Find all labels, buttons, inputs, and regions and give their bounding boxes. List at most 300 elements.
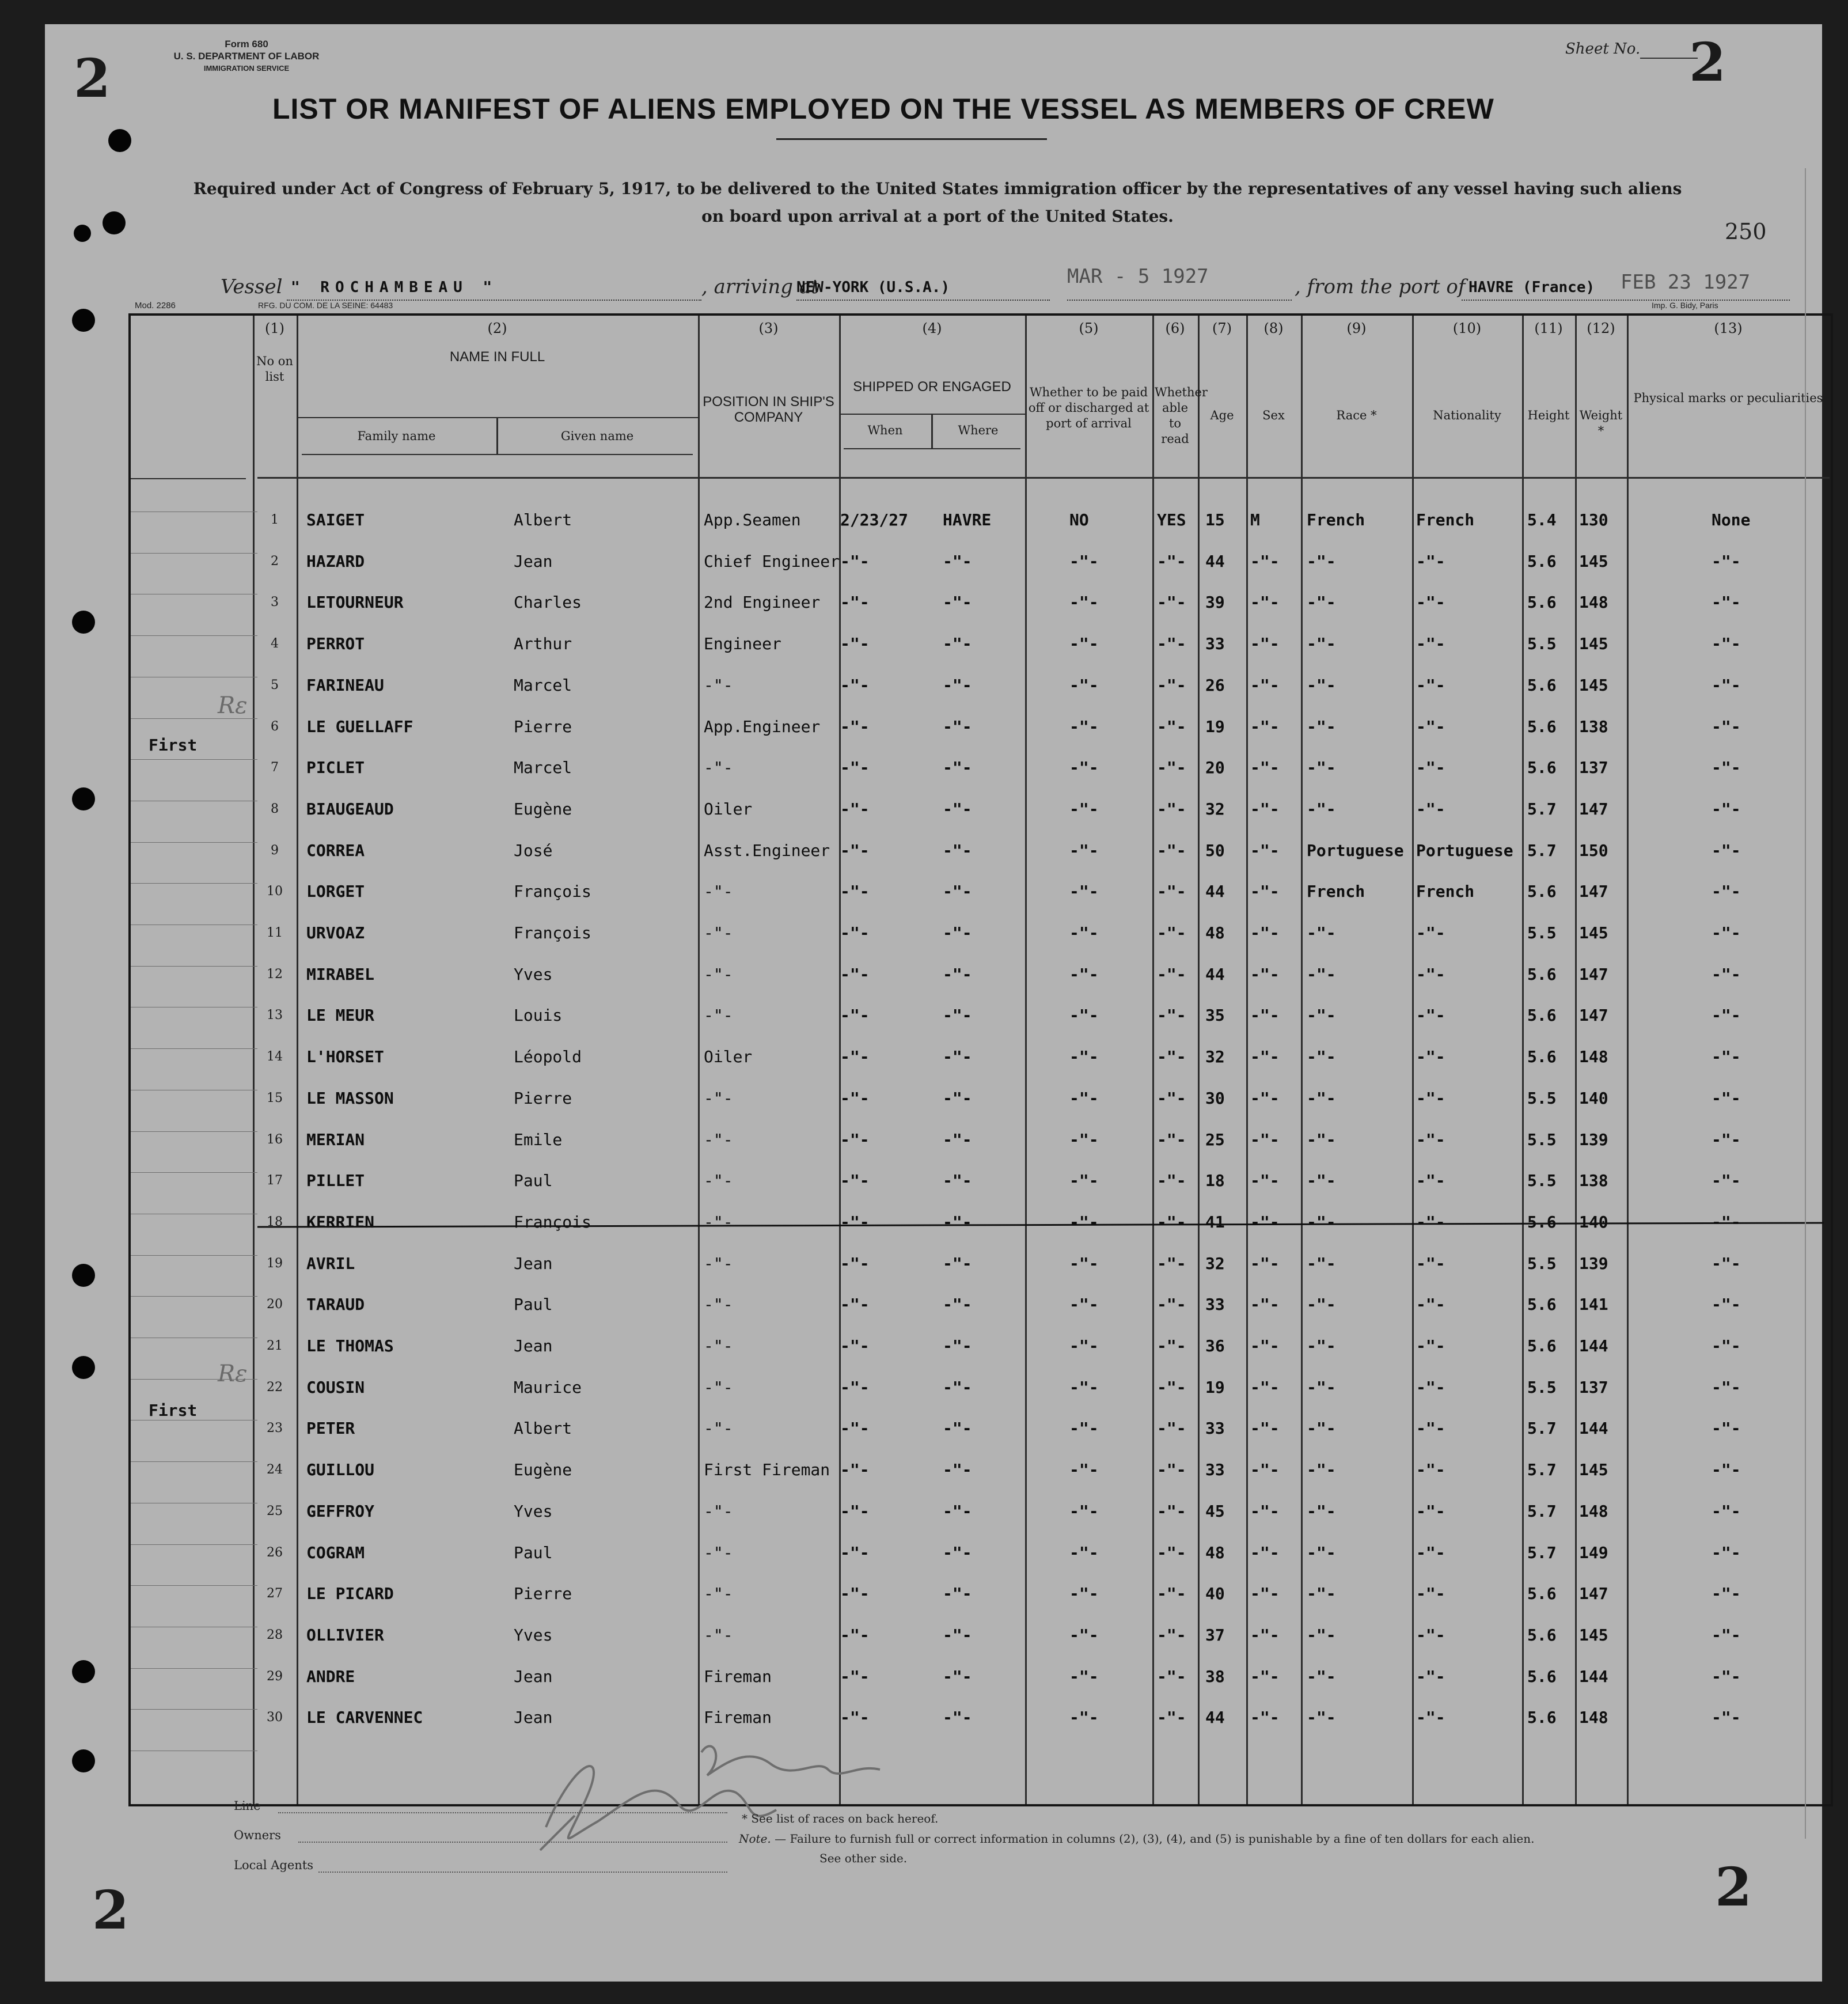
cell-age: 37 bbox=[1205, 1625, 1225, 1645]
cell-paid: -"- bbox=[1069, 1460, 1099, 1480]
cell-where: HAVRE bbox=[943, 510, 992, 529]
row-number: 6 bbox=[271, 719, 279, 734]
cell-weight: 141 bbox=[1579, 1295, 1608, 1314]
cell-height: 5.6 bbox=[1527, 1625, 1557, 1645]
column-subheader: Family name bbox=[357, 429, 436, 443]
cell-race: -"- bbox=[1307, 1419, 1336, 1438]
cell-weight: 139 bbox=[1579, 1253, 1608, 1273]
cell-family: AVRIL bbox=[306, 1253, 355, 1273]
departure-date-stamp: FEB 23 1927 bbox=[1621, 271, 1751, 294]
cell-sex: -"- bbox=[1250, 1171, 1280, 1191]
cell-given: Paul bbox=[514, 1171, 553, 1191]
cell-marks: -"- bbox=[1712, 593, 1741, 612]
arrival-port: NEW-YORK (U.S.A.) bbox=[796, 279, 950, 296]
cell-nationality: -"- bbox=[1416, 1336, 1445, 1355]
cell-family: LE PICARD bbox=[306, 1584, 394, 1604]
binder-hole bbox=[74, 225, 91, 242]
cell-when: -"- bbox=[840, 882, 870, 901]
cell-weight: 144 bbox=[1579, 1666, 1608, 1686]
cell-position: First Fireman bbox=[704, 1460, 830, 1480]
cell-family: HAZARD bbox=[306, 551, 365, 571]
cell-weight: 130 bbox=[1579, 510, 1608, 529]
margin-first-label: First bbox=[149, 1401, 198, 1420]
manifest-table bbox=[128, 313, 1833, 1806]
cell-paid: -"- bbox=[1069, 1088, 1099, 1108]
from-port-label: , from the port of bbox=[1295, 275, 1466, 298]
line-field bbox=[278, 1812, 727, 1813]
row-number: 13 bbox=[267, 1008, 283, 1023]
cell-given: François bbox=[514, 882, 591, 901]
cell-weight: 147 bbox=[1579, 964, 1608, 984]
cell-paid: -"- bbox=[1069, 1543, 1099, 1562]
table-row bbox=[131, 1089, 1831, 1123]
cell-marks: -"- bbox=[1712, 1295, 1741, 1314]
cell-where: -"- bbox=[943, 1295, 972, 1314]
cell-position: -"- bbox=[704, 1584, 733, 1604]
cell-where: -"- bbox=[943, 1708, 972, 1728]
cell-family: COGRAM bbox=[306, 1543, 365, 1562]
cell-nationality: -"- bbox=[1416, 1543, 1445, 1562]
cell-paid: -"- bbox=[1069, 923, 1099, 942]
cell-age: 48 bbox=[1205, 1543, 1225, 1562]
cell-race: French bbox=[1307, 882, 1365, 901]
row-number: 1 bbox=[271, 513, 279, 527]
binder-hole bbox=[72, 1264, 95, 1287]
cell-where: -"- bbox=[943, 1625, 972, 1645]
cell-read: -"- bbox=[1157, 1295, 1186, 1314]
cell-where: -"- bbox=[943, 758, 972, 778]
form-header bbox=[154, 38, 339, 74]
binder-hole bbox=[72, 1749, 95, 1772]
column-header: Whether able to read bbox=[1155, 385, 1208, 446]
cell-race: -"- bbox=[1307, 1460, 1336, 1480]
table-row bbox=[131, 841, 1831, 876]
cell-age: 33 bbox=[1205, 1419, 1225, 1438]
cell-race: -"- bbox=[1307, 964, 1336, 984]
binder-hole bbox=[72, 611, 95, 634]
cell-weight: 139 bbox=[1579, 1130, 1608, 1149]
cell-weight: 148 bbox=[1579, 1047, 1608, 1067]
cell-marks: -"- bbox=[1712, 1543, 1741, 1562]
table-row bbox=[131, 1667, 1831, 1702]
cell-read: -"- bbox=[1157, 593, 1186, 612]
cell-where: -"- bbox=[943, 964, 972, 984]
cell-weight: 145 bbox=[1579, 634, 1608, 654]
cell-race: -"- bbox=[1307, 551, 1336, 571]
row-number: 14 bbox=[267, 1050, 283, 1064]
column-header: NAME IN FULL bbox=[449, 349, 545, 365]
cell-given: Albert bbox=[514, 510, 572, 529]
cell-given: Yves bbox=[514, 1625, 553, 1645]
title-underline bbox=[776, 138, 1047, 140]
cell-when: -"- bbox=[840, 1419, 870, 1438]
row-number: 24 bbox=[267, 1463, 283, 1478]
cell-race: French bbox=[1307, 510, 1365, 529]
binder-hole bbox=[108, 129, 131, 152]
cell-when: -"- bbox=[840, 634, 870, 654]
cell-age: 33 bbox=[1205, 1295, 1225, 1314]
margin-initial: Rɛ bbox=[218, 1361, 248, 1387]
row-number: 25 bbox=[267, 1503, 283, 1518]
row-number: 5 bbox=[271, 677, 279, 692]
column-number: (7) bbox=[1212, 320, 1232, 336]
cell-given: Eugène bbox=[514, 799, 572, 819]
cell-race: -"- bbox=[1307, 1047, 1336, 1067]
cell-position: -"- bbox=[704, 882, 733, 901]
shipped-header-underline bbox=[844, 448, 1020, 449]
cell-paid: -"- bbox=[1069, 1377, 1099, 1397]
cell-height: 5.4 bbox=[1527, 510, 1557, 529]
cell-given: Jean bbox=[514, 1666, 553, 1686]
cell-weight: 150 bbox=[1579, 840, 1608, 860]
arrival-line bbox=[796, 300, 1050, 301]
cell-family: LE THOMAS bbox=[306, 1336, 394, 1355]
cell-paid: -"- bbox=[1069, 799, 1099, 819]
cell-weight: 145 bbox=[1579, 923, 1608, 942]
cell-where: -"- bbox=[943, 593, 972, 612]
cell-nationality: -"- bbox=[1416, 717, 1445, 736]
cell-given: Maurice bbox=[514, 1377, 582, 1397]
cell-when: -"- bbox=[840, 1336, 870, 1355]
vessel-name: " ROCHAMBEAU " bbox=[291, 279, 498, 296]
row-number: 12 bbox=[267, 967, 283, 982]
cell-where: -"- bbox=[943, 1171, 972, 1191]
cell-where: -"- bbox=[943, 1047, 972, 1067]
cell-sex: -"- bbox=[1250, 1212, 1280, 1232]
column-number: (3) bbox=[758, 320, 779, 336]
cell-when: -"- bbox=[840, 1666, 870, 1686]
cell-when: 2/23/27 bbox=[840, 510, 909, 529]
cell-age: 50 bbox=[1205, 840, 1225, 860]
cell-nationality: -"- bbox=[1416, 799, 1445, 819]
cell-race: -"- bbox=[1307, 1666, 1336, 1686]
cell-weight: 149 bbox=[1579, 1543, 1608, 1562]
column-header: POSITION IN SHIP'S COMPANY bbox=[703, 394, 834, 425]
table-row bbox=[131, 1460, 1831, 1495]
vessel-label: Vessel bbox=[221, 275, 283, 298]
table-row bbox=[131, 1006, 1831, 1040]
cell-marks: -"- bbox=[1712, 1377, 1741, 1397]
cell-family: FARINEAU bbox=[306, 675, 384, 695]
cell-nationality: -"- bbox=[1416, 1419, 1445, 1438]
cell-nationality: French bbox=[1416, 510, 1475, 529]
cell-weight: 147 bbox=[1579, 1584, 1608, 1604]
cell-age: 35 bbox=[1205, 1006, 1225, 1025]
cell-nationality: -"- bbox=[1416, 1088, 1445, 1108]
cell-paid: -"- bbox=[1069, 675, 1099, 695]
corner-number-top-left: 2 bbox=[74, 47, 111, 109]
cell-read: -"- bbox=[1157, 1336, 1186, 1355]
column-header: Weight * bbox=[1579, 408, 1623, 438]
cell-marks: -"- bbox=[1712, 1130, 1741, 1149]
owners-field bbox=[298, 1842, 727, 1843]
cell-sex: -"- bbox=[1250, 634, 1280, 654]
cell-position: Chief Engineer bbox=[704, 551, 840, 571]
cell-where: -"- bbox=[943, 1336, 972, 1355]
cell-sex: -"- bbox=[1250, 551, 1280, 571]
row-number: 23 bbox=[267, 1421, 283, 1436]
cell-weight: 137 bbox=[1579, 1377, 1608, 1397]
cell-nationality: -"- bbox=[1416, 1295, 1445, 1314]
cell-marks: -"- bbox=[1712, 1584, 1741, 1604]
cell-age: 19 bbox=[1205, 717, 1225, 736]
cell-sex: -"- bbox=[1250, 1708, 1280, 1728]
row-number: 15 bbox=[267, 1090, 283, 1105]
cell-nationality: -"- bbox=[1416, 1047, 1445, 1067]
cell-nationality: -"- bbox=[1416, 1006, 1445, 1025]
row-number: 22 bbox=[267, 1380, 283, 1395]
cell-paid: -"- bbox=[1069, 1212, 1099, 1232]
cell-given: Charles bbox=[514, 593, 582, 612]
cell-weight: 147 bbox=[1579, 882, 1608, 901]
cell-height: 5.5 bbox=[1527, 1130, 1557, 1149]
cell-height: 5.7 bbox=[1527, 1460, 1557, 1480]
table-row bbox=[131, 1419, 1831, 1453]
column-number: (13) bbox=[1714, 320, 1743, 336]
column-header: Age bbox=[1210, 408, 1234, 422]
cell-race: -"- bbox=[1307, 1543, 1336, 1562]
cell-nationality: -"- bbox=[1416, 1460, 1445, 1480]
cell-height: 5.7 bbox=[1527, 840, 1557, 860]
table-row bbox=[131, 1502, 1831, 1536]
cell-position: -"- bbox=[704, 1543, 733, 1562]
cell-where: -"- bbox=[943, 1006, 972, 1025]
cell-read: -"- bbox=[1157, 1171, 1186, 1191]
header-bottom-line bbox=[257, 477, 1830, 479]
cell-age: 32 bbox=[1205, 1047, 1225, 1067]
cell-sex: -"- bbox=[1250, 799, 1280, 819]
column-number: (9) bbox=[1346, 320, 1367, 336]
cell-position: -"- bbox=[704, 1377, 733, 1397]
cell-read: -"- bbox=[1157, 1212, 1186, 1232]
cell-marks: -"- bbox=[1712, 1336, 1741, 1355]
cell-race: -"- bbox=[1307, 1377, 1336, 1397]
cell-weight: 148 bbox=[1579, 1501, 1608, 1521]
cell-age: 41 bbox=[1205, 1212, 1225, 1232]
cell-height: 5.6 bbox=[1527, 1295, 1557, 1314]
cell-position: -"- bbox=[704, 758, 733, 778]
cell-given: Marcel bbox=[514, 675, 572, 695]
cell-age: 44 bbox=[1205, 551, 1225, 571]
row-number: 26 bbox=[267, 1545, 283, 1560]
cell-sex: -"- bbox=[1250, 675, 1280, 695]
line-label: Line bbox=[234, 1799, 261, 1813]
cell-given: Pierre bbox=[514, 1584, 572, 1604]
column-header: Nationality bbox=[1433, 408, 1501, 422]
cell-family: URVOAZ bbox=[306, 923, 365, 942]
cell-read: -"- bbox=[1157, 1501, 1186, 1521]
cell-marks: -"- bbox=[1712, 1501, 1741, 1521]
cell-read: -"- bbox=[1157, 1130, 1186, 1149]
cell-when: -"- bbox=[840, 1501, 870, 1521]
cell-sex: -"- bbox=[1250, 840, 1280, 860]
table-row bbox=[131, 1543, 1831, 1578]
cell-when: -"- bbox=[840, 964, 870, 984]
cell-age: 25 bbox=[1205, 1130, 1225, 1149]
cell-read: -"- bbox=[1157, 1377, 1186, 1397]
cell-height: 5.6 bbox=[1527, 758, 1557, 778]
cell-marks: -"- bbox=[1712, 675, 1741, 695]
cell-position: Engineer bbox=[704, 634, 781, 654]
cell-age: 18 bbox=[1205, 1171, 1225, 1191]
cell-family: MERIAN bbox=[306, 1130, 365, 1149]
cell-height: 5.6 bbox=[1527, 1212, 1557, 1232]
mod-number: Mod. 2286 bbox=[135, 301, 176, 310]
cell-given: Pierre bbox=[514, 717, 572, 736]
cell-height: 5.6 bbox=[1527, 551, 1557, 571]
cell-family: LE CARVENNEC bbox=[306, 1708, 423, 1728]
cell-age: 33 bbox=[1205, 634, 1225, 654]
cell-family: COUSIN bbox=[306, 1377, 365, 1397]
cell-read: -"- bbox=[1157, 1460, 1186, 1480]
table-row bbox=[131, 510, 1831, 545]
cell-when: -"- bbox=[840, 1460, 870, 1480]
cell-where: -"- bbox=[943, 1543, 972, 1562]
table-row bbox=[131, 1336, 1831, 1371]
column-number: (12) bbox=[1587, 320, 1615, 336]
cell-given: Paul bbox=[514, 1295, 553, 1314]
column-number: (1) bbox=[265, 320, 284, 336]
cell-nationality: -"- bbox=[1416, 923, 1445, 942]
table-row bbox=[131, 676, 1831, 710]
cell-family: CORREA bbox=[306, 840, 365, 860]
cell-weight: 144 bbox=[1579, 1419, 1608, 1438]
cell-sex: -"- bbox=[1250, 1543, 1280, 1562]
cell-nationality: -"- bbox=[1416, 1666, 1445, 1686]
cell-age: 30 bbox=[1205, 1088, 1225, 1108]
cell-given: Emile bbox=[514, 1130, 563, 1149]
cell-paid: -"- bbox=[1069, 634, 1099, 654]
cell-nationality: -"- bbox=[1416, 964, 1445, 984]
table-row bbox=[131, 634, 1831, 669]
cell-weight: 148 bbox=[1579, 593, 1608, 612]
cell-paid: -"- bbox=[1069, 717, 1099, 736]
cell-position: Asst.Engineer bbox=[704, 840, 830, 860]
column-header: Whether to be paid off or discharged at port of arrival bbox=[1028, 385, 1149, 430]
table-row bbox=[131, 758, 1831, 793]
cell-sex: -"- bbox=[1250, 717, 1280, 736]
cell-height: 5.7 bbox=[1527, 799, 1557, 819]
cell-paid: -"- bbox=[1069, 1419, 1099, 1438]
cell-marks: -"- bbox=[1712, 1212, 1741, 1232]
see-other-side: See other side. bbox=[819, 1851, 908, 1865]
cell-paid: -"- bbox=[1069, 1708, 1099, 1728]
cell-weight: 140 bbox=[1579, 1212, 1608, 1232]
cell-race: -"- bbox=[1307, 923, 1336, 942]
corner-number-bottom-left: 2 bbox=[92, 1879, 130, 1941]
cell-where: -"- bbox=[943, 1584, 972, 1604]
cell-age: 44 bbox=[1205, 1708, 1225, 1728]
cell-family: PETER bbox=[306, 1419, 355, 1438]
table-row bbox=[131, 965, 1831, 999]
cell-given: Jean bbox=[514, 1253, 553, 1273]
row-number: 20 bbox=[267, 1297, 283, 1312]
departure-port: HAVRE (France) bbox=[1468, 279, 1595, 296]
cell-given: Paul bbox=[514, 1543, 553, 1562]
cell-where: -"- bbox=[943, 882, 972, 901]
cell-nationality: -"- bbox=[1416, 1708, 1445, 1728]
cell-race: -"- bbox=[1307, 1212, 1336, 1232]
row-number: 10 bbox=[267, 884, 283, 899]
cell-where: -"- bbox=[943, 1460, 972, 1480]
cell-position: -"- bbox=[704, 1212, 733, 1232]
cell-height: 5.5 bbox=[1527, 1088, 1557, 1108]
cell-height: 5.5 bbox=[1527, 1253, 1557, 1273]
subtitle-line-1: Required under Act of Congress of February 5, 1917, to be delivered to the United States immigration officer by the representatives of any vessel having such aliens bbox=[193, 179, 1682, 198]
cell-sex: -"- bbox=[1250, 1419, 1280, 1438]
arriving-label: , arriving at bbox=[701, 275, 819, 298]
cell-marks: -"- bbox=[1712, 1625, 1741, 1645]
cell-age: 26 bbox=[1205, 675, 1225, 695]
cell-height: 5.6 bbox=[1527, 675, 1557, 695]
cell-given: Louis bbox=[514, 1006, 563, 1025]
cell-marks: -"- bbox=[1712, 799, 1741, 819]
cell-read: -"- bbox=[1157, 717, 1186, 736]
cell-sex: -"- bbox=[1250, 1047, 1280, 1067]
cell-paid: -"- bbox=[1069, 1501, 1099, 1521]
cell-marks: -"- bbox=[1712, 1253, 1741, 1273]
cell-height: 5.6 bbox=[1527, 1584, 1557, 1604]
cell-read: -"- bbox=[1157, 551, 1186, 571]
row-number: 8 bbox=[271, 801, 279, 816]
cell-where: -"- bbox=[943, 1419, 972, 1438]
cell-read: -"- bbox=[1157, 1584, 1186, 1604]
corner-number-top-right: 2 bbox=[1689, 31, 1726, 93]
cell-when: -"- bbox=[840, 1253, 870, 1273]
column-header: SHIPPED OR ENGAGED bbox=[853, 379, 1011, 395]
cell-sex: -"- bbox=[1250, 1336, 1280, 1355]
cell-race: Portuguese bbox=[1307, 840, 1404, 860]
column-header: Physical marks or peculiarities bbox=[1633, 391, 1823, 405]
cell-paid: -"- bbox=[1069, 1171, 1099, 1191]
cell-when: -"- bbox=[840, 1708, 870, 1728]
cell-weight: 145 bbox=[1579, 551, 1608, 571]
cell-when: -"- bbox=[840, 1047, 870, 1067]
cell-nationality: -"- bbox=[1416, 1212, 1445, 1232]
cell-family: LORGET bbox=[306, 882, 365, 901]
cell-sex: -"- bbox=[1250, 593, 1280, 612]
cell-sex: -"- bbox=[1250, 882, 1280, 901]
cell-position: -"- bbox=[704, 1336, 733, 1355]
cell-given: François bbox=[514, 923, 591, 942]
cell-nationality: -"- bbox=[1416, 634, 1445, 654]
cell-age: 32 bbox=[1205, 1253, 1225, 1273]
column-header: Sex bbox=[1262, 408, 1285, 422]
column-subheader: Given name bbox=[560, 429, 634, 443]
cell-nationality: -"- bbox=[1416, 1501, 1445, 1521]
cell-nationality: French bbox=[1416, 882, 1475, 901]
cell-paid: -"- bbox=[1069, 882, 1099, 901]
printer-note: Imp. G. Bidy, Paris bbox=[1652, 301, 1718, 310]
column-number: (10) bbox=[1452, 320, 1482, 336]
cell-age: 33 bbox=[1205, 1460, 1225, 1480]
cell-marks: -"- bbox=[1712, 717, 1741, 736]
cell-when: -"- bbox=[840, 1543, 870, 1562]
cell-height: 5.6 bbox=[1527, 1006, 1557, 1025]
cell-paid: -"- bbox=[1069, 1625, 1099, 1645]
cell-position: Oiler bbox=[704, 1047, 753, 1067]
cell-paid: -"- bbox=[1069, 1336, 1099, 1355]
cell-where: -"- bbox=[943, 717, 972, 736]
subtitle-line-2: on board upon arrival at a port of the United States. bbox=[701, 207, 1174, 226]
races-footnote: * See list of races on back hereof. bbox=[742, 1812, 939, 1825]
cell-family: KERRIEN bbox=[306, 1212, 375, 1232]
cell-race: -"- bbox=[1307, 1336, 1336, 1355]
cell-family: PERROT bbox=[306, 634, 365, 654]
table-row bbox=[131, 1295, 1831, 1329]
row-number: 17 bbox=[267, 1173, 283, 1188]
cell-marks: -"- bbox=[1712, 1171, 1741, 1191]
